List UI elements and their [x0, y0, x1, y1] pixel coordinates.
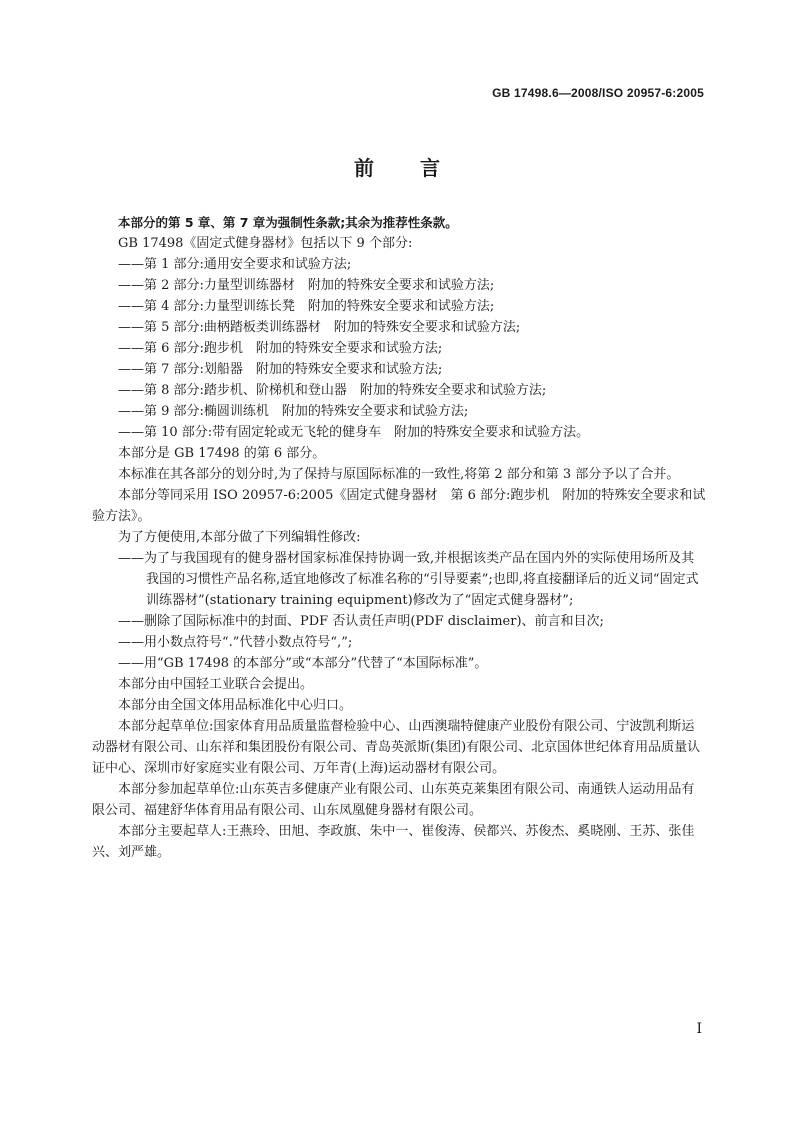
title-char-2: 言 — [420, 156, 440, 180]
list-item: ——用小数点符号“.”代替小数点符号“,”; — [118, 635, 353, 650]
foreword-body — [92, 212, 706, 863]
list-item: ——第 9 部分:椭圆训练机 附加的特殊安全要求和试验方法; — [118, 404, 469, 419]
list-item: ——第 2 部分:力量型训练器材 附加的特殊安全要求和试验方法; — [118, 278, 495, 293]
list-item: ——第 4 部分:力量型训练长凳 附加的特殊安全要求和试验方法; — [118, 299, 495, 314]
list-item: ——第 5 部分:曲柄踏板类训练器材 附加的特殊安全要求和试验方法; — [118, 320, 521, 335]
page-title — [0, 152, 794, 181]
mandatory-clause-note: 本部分的第 5 章、第 7 章为强制性条款;其余为推荐性条款。 — [118, 215, 458, 230]
paragraph: 本部分主要起草人:王燕玲、田旭、李政旗、朱中一、崔俊涛、侯都兴、苏俊杰、奚晓刚、王苏、张佳兴、刘严雄。 — [92, 824, 695, 860]
list-item: ——用“GB 17498 的本部分”或“本部分”代替了“本国际标准”。 — [118, 656, 488, 671]
page-number: I — [696, 1021, 702, 1037]
title-char-1: 前 — [354, 156, 374, 180]
list-item: ——删除了国际标准中的封面、PDF 否认责任声明(PDF disclaimer)、前言和目次; — [118, 614, 604, 629]
paragraph: 本部分等同采用 ISO 20957-6:2005《固定式健身器材 第 6 部分:跑步机 附加的特殊安全要求和试验方法》。 — [92, 488, 706, 524]
paragraph: 本部分起草单位:国家体育用品质量监督检验中心、山西澳瑞特健康产业股份有限公司、宁波凯利斯运动器材有限公司、山东祥和集团股份有限公司、青岛英派斯(集团)有限公司、北京国体世纪体育用品质量认证中心、深圳市好家庭实业有限公司、万年青(上海)运动器材有限公司。 — [92, 719, 701, 776]
paragraph: 为了方便使用,本部分做了下列编辑性修改: — [118, 530, 361, 545]
paragraph: 本部分参加起草单位:山东英吉多健康产业有限公司、山东英克莱集团有限公司、南通铁人运动用品有限公司、福建舒华体育用品有限公司、山东凤凰健身器材有限公司。 — [92, 782, 695, 818]
paragraph-series-intro: GB 17498《固定式健身器材》包括以下 9 个部分: — [118, 236, 413, 251]
standard-code-header: GB 17498.6—2008/ISO 20957-6:2005 — [492, 86, 704, 100]
paragraph: 本标准在其各部分的划分时,为了保持与原国际标准的一致性,将第 2 部分和第 3 部分予以了合并。 — [118, 467, 680, 482]
list-item: ——第 10 部分:带有固定轮或无飞轮的健身车 附加的特殊安全要求和试验方法。 — [118, 425, 590, 440]
list-item: ——第 8 部分:踏步机、阶梯机和登山器 附加的特殊安全要求和试验方法; — [118, 383, 547, 398]
list-item: ——为了与我国现有的健身器材国家标准保持协调一致,并根据该类产品在国内外的实际使用场所及其我国的习惯性产品名称,适宜地修改了标准名称的“引导要素”;也即,将直接翻译后的近义词“固定式训练器材”(stationary training equipment)修改为了“固定式健身器材”; — [118, 551, 699, 608]
list-item: ——第 1 部分:通用安全要求和试验方法; — [118, 257, 352, 272]
paragraph: 本部分由全国文体用品标准化中心归口。 — [118, 698, 353, 713]
list-item: ——第 7 部分:划船器 附加的特殊安全要求和试验方法; — [118, 362, 443, 377]
list-item: ——第 6 部分:跑步机 附加的特殊安全要求和试验方法; — [118, 341, 443, 356]
paragraph: 本部分由中国轻工业联合会提出。 — [118, 677, 314, 692]
paragraph: 本部分是 GB 17498 的第 6 部分。 — [118, 446, 326, 461]
